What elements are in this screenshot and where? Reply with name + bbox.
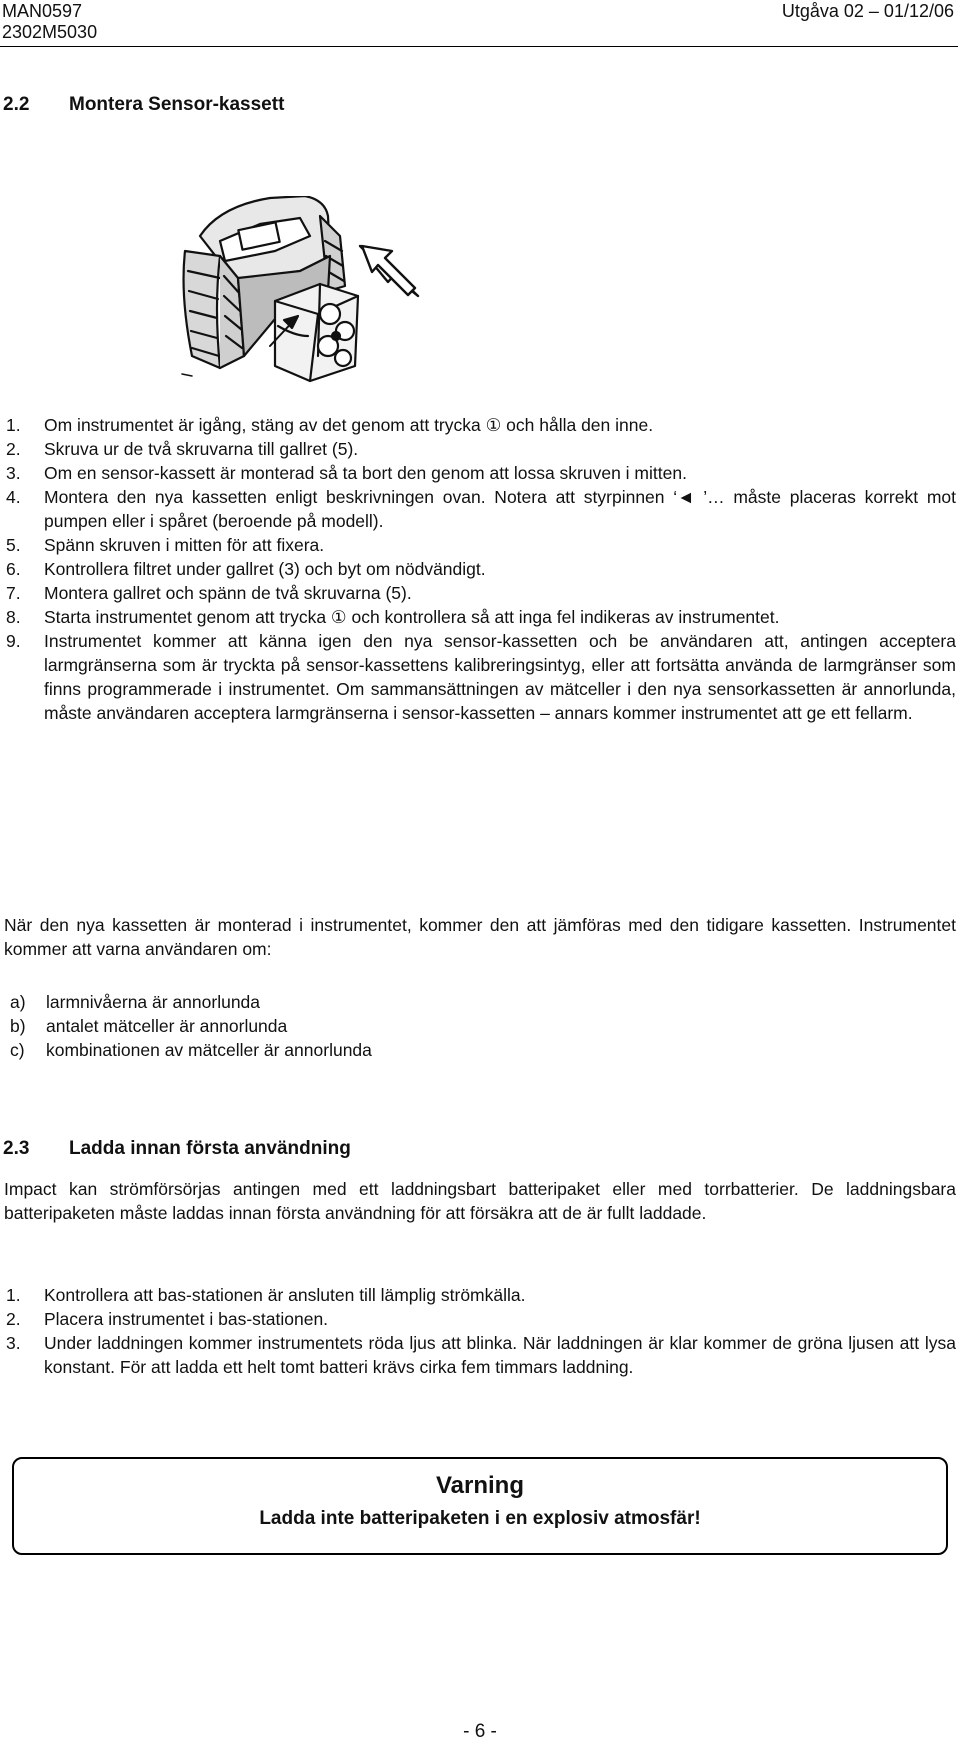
list-item: 2. Placera instrumentet i bas-stationen. [6, 1309, 329, 1329]
page-number: - 6 - [463, 1721, 497, 1742]
list-item: 1. Kontrollera att bas-stationen är ansluten till lämplig strömkälla. [6, 1285, 526, 1305]
list-item: 9. Instrumentet kommer att känna igen den nya sensor-kassetten och be användaren att, antingen acceptera larmgränserna som är tryckta på sensor-kassettens kalibreringsintyg, eller att fortsätta använda de larmgränser som finns programmerade i instrumentet. Om sammansättningen av mätceller i den nya sensorkassetten är annorlunda, måste användaren acceptera larmgränserna i sensor-kassetten – annars kommer instrumentet att ge ett fellarm. [6, 631, 956, 723]
warning-message: Ladda inte batteripaketen i en explosiv atmosfär! [259, 1508, 701, 1529]
warning-box [12, 1457, 948, 1555]
list-item: 2. Skruva ur de två skruvarna till gallret (5). [6, 439, 359, 459]
list-item: 3. Under laddningen kommer instrumentets röda ljus att blinka. När laddningen är klar kommer de gröna ljusen att lysa konstant. För att ladda ett helt tomt batteri krävs cirka fem timmars laddning. [6, 1333, 956, 1377]
list-item: 7. Montera gallret och spänn de två skruvarna (5). [6, 583, 412, 603]
list-item: 1. Om instrumentet är igång, stäng av det genom att trycka ① och hålla den inne. [6, 415, 654, 435]
section-heading-2-3 [3, 1137, 351, 1161]
section-number: 2.3 [3, 1138, 30, 1159]
sensor-cassette-illustration [180, 196, 480, 426]
section-title: Ladda innan första användning [69, 1138, 351, 1159]
list-item: 3. Om en sensor-kassett är monterad så ta bort den genom att lossa skruven i mitten. [6, 463, 687, 483]
charging-steps [6, 1283, 956, 1379]
part-number: 2302M5030 [2, 22, 98, 42]
page-header [0, 0, 958, 47]
list-item: a) larmnivåerna är annorlunda [10, 992, 261, 1012]
edition: Utgåva 02 – 01/12/06 [781, 1, 954, 21]
warning-conditions-list [10, 990, 372, 1062]
charging-intro-paragraph: Impact kan strömförsörjas antingen med ett laddningsbart batteripaket eller med torrbatterier. De laddningsbara batteripaketen måste laddas innan första användning för att försäkra att de är fullt laddade. [4, 1179, 956, 1223]
list-item: 4. Montera den nya kassetten enligt beskrivningen ovan. Notera att styrpinnen ‘◄ ’… måste placeras korrekt mot pumpen eller i spåret (beroende på modell). [6, 487, 956, 531]
section-number: 2.2 [3, 94, 30, 115]
section-heading-2-2 [3, 93, 284, 117]
comparison-paragraph: När den nya kassetten är monterad i instrumentet, kommer den att jämföras med den tidigare kassetten. Instrumentet kommer att varna användaren om: [4, 915, 956, 959]
list-item: 8. Starta instrumentet genom att trycka ① och kontrollera så att inga fel indikeras av instrumentet. [6, 607, 780, 627]
mounting-steps [6, 413, 956, 725]
list-item: 6. Kontrollera filtret under gallret (3) och byt om nödvändigt. [6, 559, 486, 579]
list-item: c) kombinationen av mätceller är annorlunda [10, 1040, 372, 1060]
section-title: Montera Sensor-kassett [69, 94, 285, 115]
warning-title: Varning [435, 1472, 525, 1499]
list-item: b) antalet mätceller är annorlunda [10, 1016, 288, 1036]
doc-id: MAN0597 [2, 1, 83, 21]
list-item: 5. Spänn skruven i mitten för att fixera. [6, 535, 325, 555]
